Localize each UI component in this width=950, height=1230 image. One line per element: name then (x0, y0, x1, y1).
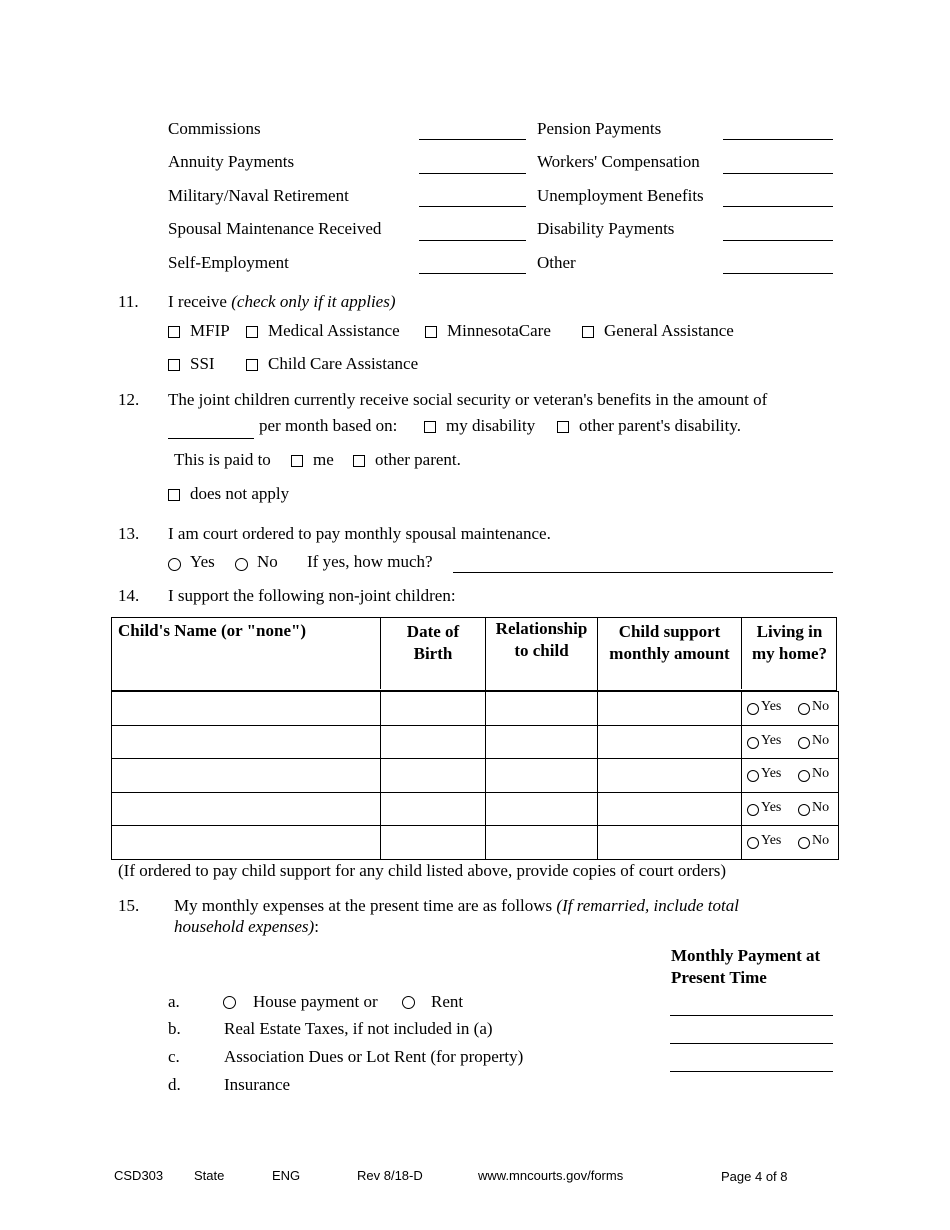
q15-text-line1 (174, 896, 739, 916)
q15-text-line2 (174, 917, 319, 937)
income-label-disability: Disability Payments (537, 219, 675, 238)
child-care-assistance-label: Child Care Assistance (268, 354, 419, 373)
col-header-relationship (486, 618, 597, 662)
income-label-other: Other (537, 253, 576, 272)
minnesotacare-checkbox[interactable] (425, 326, 437, 338)
q13-number: 13. (118, 524, 140, 543)
expense-d-letter: d. (168, 1075, 181, 1094)
row4-yes-radio[interactable] (747, 804, 759, 816)
child-name-cell[interactable] (112, 692, 380, 725)
q15-note-1: (If remarried, include total (556, 896, 739, 915)
q13-yes-radio[interactable] (168, 558, 181, 571)
row1-yes-label: Yes (761, 699, 782, 714)
row3-no-radio[interactable] (798, 770, 810, 782)
q11-lead: I receive (168, 292, 227, 311)
q15-col-header-2: Present Time (671, 968, 767, 987)
footer-state: State (194, 1168, 225, 1183)
medical-assistance-checkbox[interactable] (246, 326, 258, 338)
body-divider (741, 691, 742, 859)
row2-no-radio[interactable] (798, 737, 810, 749)
q13-text: I am court ordered to pay monthly spousal maintenance. (168, 524, 551, 543)
q12-per-month: per month based on: (259, 416, 398, 435)
q12-paid-to: This is paid to (174, 450, 271, 469)
does-not-apply-label: does not apply (190, 484, 290, 503)
row1-no-label: No (812, 699, 830, 714)
col-header-living (742, 621, 837, 665)
footer-form-id: CSD303 (114, 1168, 164, 1183)
income-label-unemployment: Unemployment Benefits (537, 186, 704, 205)
house-payment-radio[interactable] (223, 996, 236, 1009)
child-relationship-cell[interactable] (486, 692, 597, 725)
q13-yes-label: Yes (190, 552, 215, 571)
income-label-self-employment: Self-Employment (168, 253, 289, 272)
paid-to-me-checkbox[interactable] (291, 455, 303, 467)
q13-how-much: If yes, how much? (307, 552, 433, 571)
rent-radio[interactable] (402, 996, 415, 1009)
col-header-support (598, 621, 741, 665)
row2-no-label: No (812, 733, 830, 748)
footer-url[interactable]: www.mncourts.gov/forms (478, 1168, 624, 1183)
q13-no-label: No (257, 552, 278, 571)
row5-no-radio[interactable] (798, 837, 810, 849)
expense-a-field[interactable] (670, 1015, 833, 1016)
q12-amount-field[interactable] (168, 438, 254, 439)
row-divider (111, 758, 839, 759)
expense-c-letter: c. (168, 1047, 180, 1066)
col-header-relationship-line1: Relationship (495, 619, 588, 638)
child-support-cell[interactable] (598, 692, 741, 725)
col-header-relationship-line2: to child (514, 641, 569, 660)
expense-c-label: Association Dues or Lot Rent (for property) (224, 1047, 524, 1066)
row2-yes-radio[interactable] (747, 737, 759, 749)
expense-b-field[interactable] (670, 1043, 833, 1044)
income-field-pension[interactable] (723, 139, 833, 140)
row4-no-label: No (812, 800, 830, 815)
q15-text: My monthly expenses at the present time are as follows (174, 896, 553, 915)
q11-note: (check only if it applies) (231, 292, 396, 311)
rent-label: Rent (431, 992, 464, 1011)
ssi-label: SSI (190, 354, 215, 373)
row3-yes-radio[interactable] (747, 770, 759, 782)
expense-b-letter: b. (168, 1019, 181, 1038)
mfip-checkbox[interactable] (168, 326, 180, 338)
paid-to-me-label: me (313, 450, 334, 469)
row2-yes-label: Yes (761, 733, 782, 748)
income-field-military[interactable] (419, 206, 526, 207)
col-header-name: Child's Name (or "none") (118, 621, 307, 640)
income-label-workers-comp: Workers' Compensation (537, 152, 700, 171)
income-label-pension: Pension Payments (537, 119, 662, 138)
income-label-annuity: Annuity Payments (168, 152, 295, 171)
does-not-apply-checkbox[interactable] (168, 489, 180, 501)
my-disability-label: my disability (446, 416, 536, 435)
house-payment-label: House payment or (253, 992, 378, 1011)
general-assistance-label: General Assistance (604, 321, 734, 340)
col-header-dob-line1: Date of (406, 622, 460, 641)
row5-yes-label: Yes (761, 833, 782, 848)
other-parent-disability-checkbox[interactable] (557, 421, 569, 433)
row1-yes-radio[interactable] (747, 703, 759, 715)
row5-no-label: No (812, 833, 830, 848)
col-header-support-line2: monthly amount (609, 644, 730, 663)
row3-yes-label: Yes (761, 766, 782, 781)
q14-footnote: (If ordered to pay child support for any child listed above, provide copies of court orders) (118, 861, 727, 880)
q15-colon: : (314, 917, 319, 936)
child-care-assistance-checkbox[interactable] (246, 359, 258, 371)
income-field-other[interactable] (723, 273, 833, 274)
q15-number: 15. (118, 896, 140, 915)
income-field-self-employment[interactable] (419, 273, 526, 274)
row3-no-label: No (812, 766, 830, 781)
row4-no-radio[interactable] (798, 804, 810, 816)
footer-rev: Rev 8/18-D (357, 1168, 423, 1183)
my-disability-checkbox[interactable] (424, 421, 436, 433)
footer-page: Page 4 of 8 (721, 1169, 788, 1184)
paid-to-other-parent-checkbox[interactable] (353, 455, 365, 467)
row4-yes-label: Yes (761, 800, 782, 815)
income-field-disability[interactable] (723, 240, 833, 241)
income-field-spousal[interactable] (419, 240, 526, 241)
medical-assistance-label: Medical Assistance (268, 321, 400, 340)
expense-b-label: Real Estate Taxes, if not included in (a) (224, 1019, 493, 1038)
child-dob-cell[interactable] (381, 692, 485, 725)
income-field-commissions[interactable] (419, 139, 526, 140)
q12-number: 12. (118, 390, 140, 409)
income-field-annuity[interactable] (419, 173, 526, 174)
income-field-unemployment[interactable] (723, 206, 833, 207)
row-divider (111, 725, 839, 726)
income-label-commissions: Commissions (168, 119, 261, 138)
expense-d-label: Insurance (224, 1075, 291, 1094)
general-assistance-checkbox[interactable] (582, 326, 594, 338)
q15-col-header-1: Monthly Payment at (671, 946, 821, 965)
q13-amount-field[interactable] (453, 572, 833, 573)
income-label-spousal: Spousal Maintenance Received (168, 219, 382, 238)
income-field-workers-comp[interactable] (723, 173, 833, 174)
col-header-support-line1: Child support (618, 622, 721, 641)
row-divider (111, 792, 839, 793)
col-header-living-line2: my home? (751, 644, 828, 663)
q14-text: I support the following non-joint children: (168, 586, 456, 605)
q11-text (168, 292, 396, 312)
row-divider (111, 825, 839, 826)
q11-number: 11. (118, 292, 139, 311)
q15-note-2: household expenses) (174, 917, 315, 936)
minnesotacare-label: MinnesotaCare (447, 321, 551, 340)
q13-no-radio[interactable] (235, 558, 248, 571)
col-header-living-line1: Living in (756, 622, 823, 641)
expense-a-letter: a. (168, 992, 180, 1011)
ssi-checkbox[interactable] (168, 359, 180, 371)
col-header-dob (381, 621, 485, 665)
col-header-dob-line2: Birth (413, 644, 453, 663)
q14-number: 14. (118, 586, 140, 605)
other-parent-disability-label: other parent's disability. (579, 416, 742, 435)
q12-text: The joint children currently receive social security or veteran's benefits in the amount of (168, 390, 768, 409)
row5-yes-radio[interactable] (747, 837, 759, 849)
income-label-military: Military/Naval Retirement (168, 186, 349, 205)
mfip-label: MFIP (190, 321, 230, 340)
row1-no-radio[interactable] (798, 703, 810, 715)
paid-to-other-parent-label: other parent. (375, 450, 461, 469)
footer-lang: ENG (272, 1168, 301, 1183)
expense-c-field[interactable] (670, 1071, 833, 1072)
